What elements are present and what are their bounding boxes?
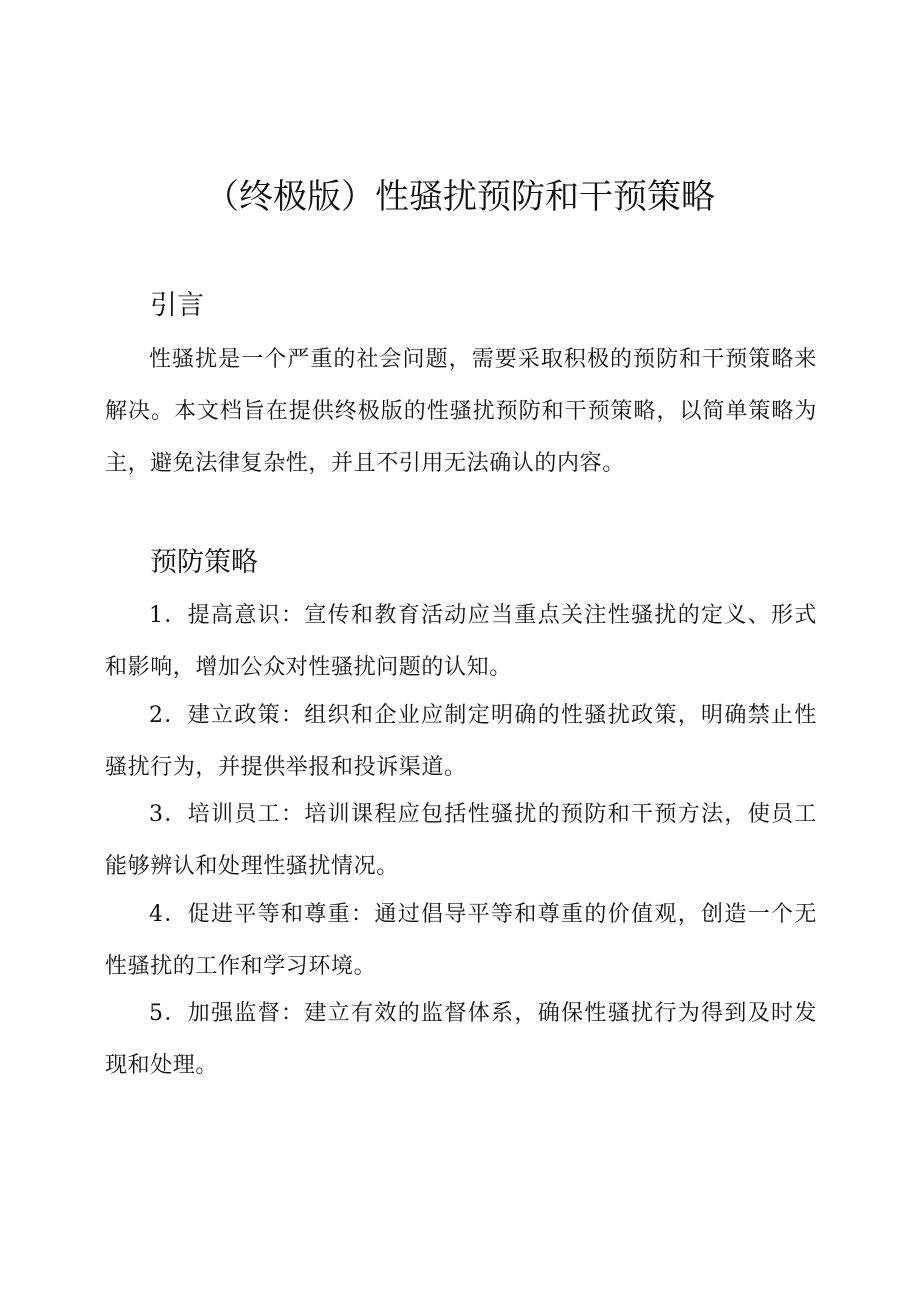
prevention-item-1: 1．提高意识：宣传和教育活动应当重点关注性骚扰的定义、形式和影响，增加公众对性骚扰问题的认知。 (105, 603, 817, 680)
document-title: （终极版）性骚扰预防和干预策略 (205, 177, 715, 217)
section-heading-intro: 引言 (150, 290, 204, 321)
prevention-item-2: 2．建立政策：组织和企业应制定明确的性骚扰政策，明确禁止性骚扰行为，并提供举报和投诉渠道。 (105, 703, 817, 780)
section-heading-prevention: 预防策略 (150, 547, 258, 578)
prevention-item-3: 3．培训员工：培训课程应包括性骚扰的预防和干预方法，使员工能够辨认和处理性骚扰情况。 (105, 802, 817, 879)
prevention-item-5: 5．加强监督：建立有效的监督体系，确保性骚扰行为得到及时发现和处理。 (105, 1001, 817, 1078)
prevention-item-4: 4．促进平等和尊重：通过倡导平等和尊重的价值观，创造一个无性骚扰的工作和学习环境。 (105, 902, 817, 979)
intro-paragraph: 性骚扰是一个严重的社会问题，需要采取积极的预防和干预策略来解决。本文档旨在提供终极版的性骚扰预防和干预策略，以简单策略为主，避免法律复杂性，并且不引用无法确认的内容。 (105, 347, 817, 476)
